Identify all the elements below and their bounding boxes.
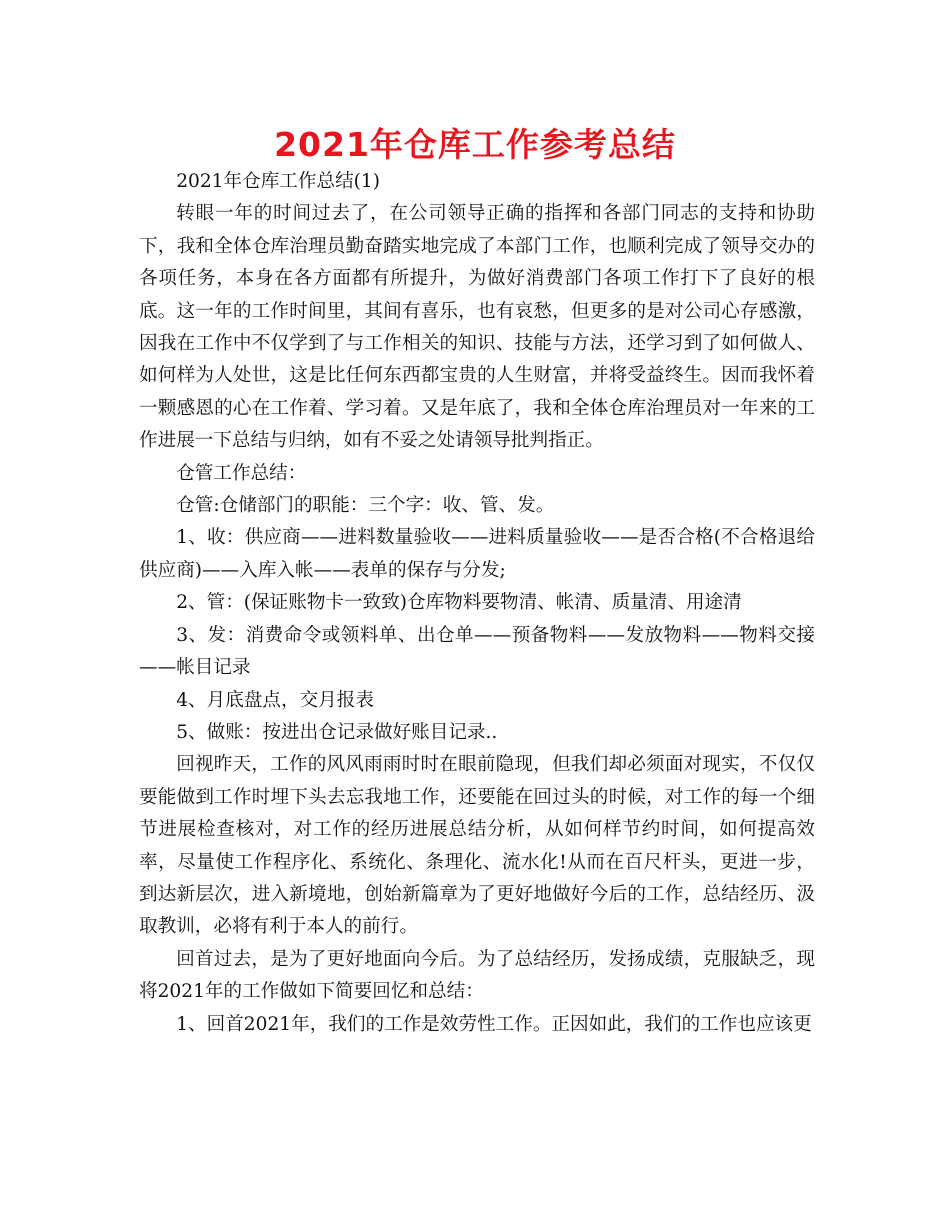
- paragraph: 1、收：供应商——进料数量验收——进料质量验收——是否合格(不合格退给供应商)——入库入帐——表单的保存与分发;: [139, 527, 815, 581]
- paragraph: 仓管工作总结：: [176, 462, 307, 484]
- paragraph: 转眼一年的时间过去了，在公司领导正确的指挥和各部门同志的支持和协助下，我和全体仓库治理员勤奋踏实地完成了本部门工作，也顺利完成了领导交办的各项任务，本身在各方面都有所提升，为做好消费部门各项工作打下了良好的根底。这一年的工作时间里，其间有喜乐，也有哀愁，但更多的是对公司心存感激，因我在工作中不仅学到了与工作相关的知识、技能与方法，还学习到了如何做人、如何样为人处世，这是比任何东西都宝贵的人生财富，并将受益终生。因而我怀着一颗感恩的心在工作着、学习着。又是年底了，我和全体仓库治理员对一年来的工作进展一下总结与归纳，如有不妥之处请领导批判指正。: [139, 203, 815, 452]
- paragraph: 仓管:仓储部门的职能：三个字：收、管、发。: [176, 495, 555, 517]
- paragraph: 回首过去，是为了更好地面向今后。为了总结经历，发扬成绩，克服缺乏，现将2021年的工作做如下简要回忆和总结：: [139, 948, 815, 1003]
- paragraph: 回视昨天，工作的风风雨雨时时在眼前隐现，但我们却必须面对现实，不仅仅要能做到工作时埋下头去忘我地工作，还要能在回过头的时候，对工作的每一个细节进展检查核对，对工作的经历进展总结分析，从如何样节约时间，如何提高效率，尽量使工作程序化、系统化、条理化、流水化!从而在百尺杆头，更进一步，到达新层次，进入新境地，创始新篇章为了更好地做好今后的工作，总结经历、汲取教训，必将有利于本人的前行。: [139, 754, 815, 938]
- paragraph: 5、做账：按进出仓记录做好账目记录..: [176, 721, 498, 743]
- paragraph: 3、发：消费命令或领料单、出仓单——预备物料——发放物料——物料交接——帐目记录: [139, 624, 815, 679]
- paragraph: 1、回首2021年，我们的工作是效劳性工作。正因如此，我们的工作也应该更: [176, 1013, 812, 1035]
- paragraph: 2、管：(保证账物卡一致致)仓库物料要物清、帐清、质量清、用途清: [176, 592, 742, 614]
- paragraph: 2021年仓库工作总结(1): [176, 171, 381, 192]
- paragraph: 4、月底盘点，交月报表: [176, 689, 374, 711]
- document-title: 2021年仓库工作参考总结: [274, 125, 676, 164]
- document-body: [139, 166, 815, 1041]
